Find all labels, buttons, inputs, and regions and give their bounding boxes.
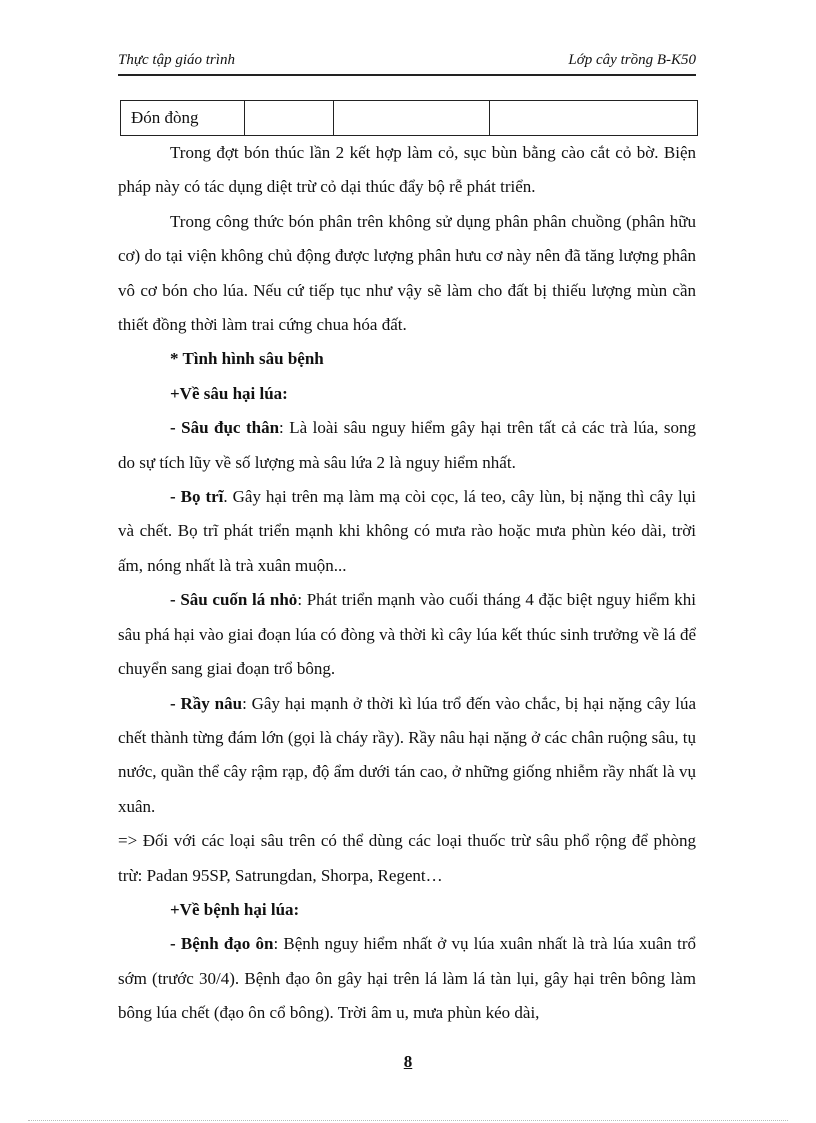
description: . Gây hại trên mạ làm mạ còi cọc, lá teo, cây lùn, bị nặng thì cây lụi và chết. Bọ trĩ phát triển mạnh khi không có mưa rào hoặc mưa phùn kéo dài, trời ấm, nóng nhất là trà xuân muộn... (118, 487, 696, 575)
paragraph-weeding: Trong đợt bón thúc lần 2 kết hợp làm cỏ, sục bùn bằng cào cắt cỏ bờ. Biện pháp này có tác dụng diệt trừ cỏ dại thúc đẩy bộ rễ phát triển. (118, 143, 696, 197)
page-bottom-divider (28, 1120, 788, 1121)
description: : Là loài sâu nguy hiểm gây hại trên tất cả các trà lúa, song do sự tích lũy về số lượng mà sâu lứa 2 là nguy hiểm nhất. (118, 418, 696, 472)
term: - Sâu đục thân (170, 418, 280, 438)
page-header (118, 52, 696, 76)
term: - Rầy nâu (170, 693, 243, 713)
paragraph-leaf-folder (118, 583, 696, 686)
table-cell (334, 101, 490, 136)
paragraph-insect-control: => Đối với các loại sâu trên có thể dùng các loại thuốc trừ sâu phổ rộng để phòng trừ: Padan 95SP, Satrungdan, Shorpa, Regent… (118, 831, 696, 885)
paragraph-brown-planthopper (118, 687, 696, 825)
fertilizer-table (120, 100, 698, 136)
table-cell (245, 101, 334, 136)
paragraph-fertilizer: Trong công thức bón phân trên không sử dụng phân phân chuồng (phân hữu cơ) do tại viện không chủ động được lượng phân hưu cơ này nên đã tăng lượng phân vô cơ bón cho lúa. Nếu cứ tiếp tục như vậy sẽ làm cho đất bị thiếu lượng mùn cần thiết đồng thời làm trai cứng chua hóa đất. (118, 211, 696, 335)
heading-diseases (118, 893, 696, 927)
body-text (118, 136, 696, 1031)
table-cell (490, 101, 698, 136)
description: : Bệnh nguy hiểm nhất ở vụ lúa xuân nhất là trà lúa xuân trổ sớm (trước 30/4). Bệnh đạo ôn gây hại trên lá làm lá tàn lụi, gây hại trên bông làm bông lúa chết (đạo ôn cổ bông). Trời âm u, mưa phùn kéo dài, (118, 934, 696, 1023)
description: : Phát triển mạnh vào cuối tháng 4 đặc biệt nguy hiểm khi sâu phá hại vào giai đoạn lúa có đòng và thời kì cây lúa kết thúc sinh trưởng về lá để chuyển sang giai đoạn trổ bông. (118, 590, 696, 679)
paragraph-stem-borer (118, 411, 696, 480)
paragraph-blast (118, 927, 696, 1030)
description: : Gây hại mạnh ở thời kì lúa trổ đến vào chắc, bị hại nặng cây lúa chết thành từng đám lớn (gọi là cháy rầy). Rầy nâu hại nặng ở các chân ruộng sâu, tụ nước, quần thể cây rậm rạp, độ ẩm dưới tán cao, ở những giống nhiễm rầy nhất là vụ xuân. (118, 693, 696, 816)
heading-insects (118, 377, 696, 411)
paragraph-thrips (118, 480, 696, 583)
table-row (121, 101, 698, 136)
term: - Sâu cuốn lá nhỏ (170, 590, 298, 610)
heading-text: +Về bệnh hại lúa: (170, 899, 300, 919)
heading-pest-status (118, 342, 696, 376)
header-right: Lớp cây trồng B-K50 (568, 52, 696, 68)
term: - Bệnh đạo ôn (170, 934, 274, 954)
heading-text: +Về sâu hại lúa: (170, 383, 288, 403)
term: - Bọ trĩ (170, 487, 224, 507)
heading-text: * Tình hình sâu bệnh (170, 349, 324, 369)
header-left: Thực tập giáo trình (118, 52, 235, 68)
page-number: 8 (403, 1052, 413, 1071)
table-cell: Đón đòng (121, 101, 245, 136)
